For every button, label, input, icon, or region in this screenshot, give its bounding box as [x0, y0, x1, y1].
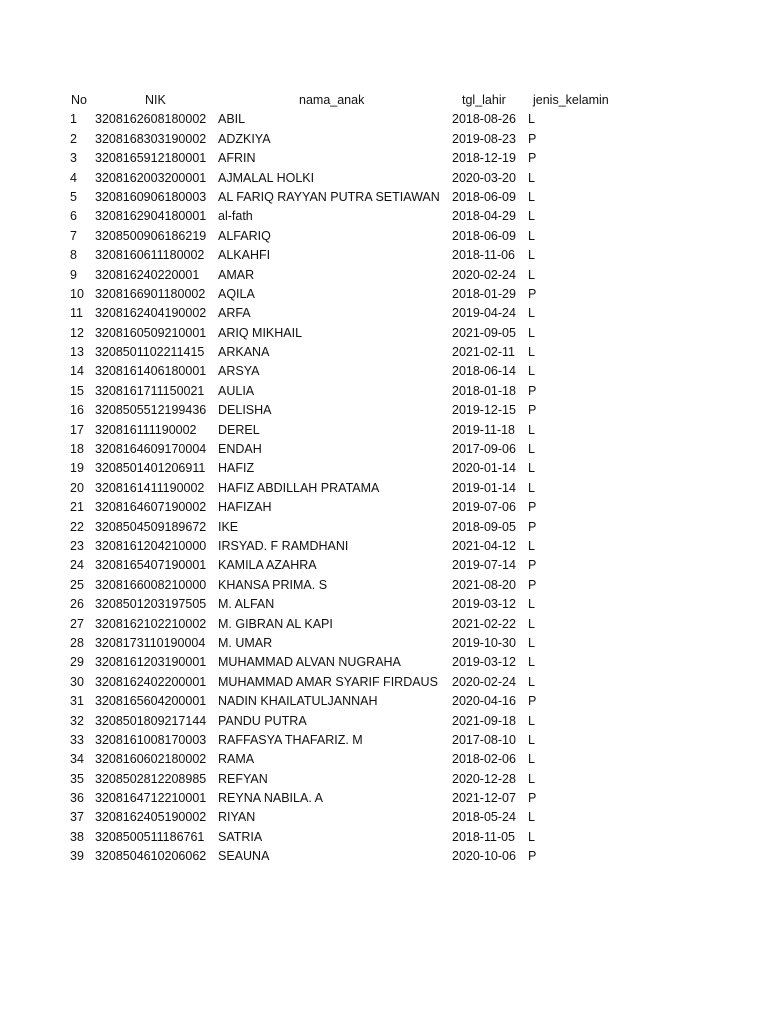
cell-nik: 3208162003200001 [95, 170, 207, 185]
cell-nama-anak: MUHAMMAD AMAR SYARIF FIRDAUS [218, 674, 438, 689]
cell-nama-anak: M. ALFAN [218, 597, 275, 612]
cell-no: 16 [70, 403, 84, 418]
table-row [0, 479, 768, 498]
cell-tgl-lahir: 2018-01-29 [452, 286, 516, 301]
cell-tgl-lahir: 2021-08-20 [452, 577, 516, 592]
cell-no: 14 [70, 364, 84, 379]
cell-jenis-kelamin: L [528, 442, 535, 457]
cell-nama-anak: ALFARIQ [218, 228, 271, 243]
table-row [0, 207, 768, 226]
table-row [0, 712, 768, 731]
table-row [0, 556, 768, 575]
cell-nama-anak: RIYAN [218, 810, 256, 825]
cell-no: 36 [70, 791, 84, 806]
cell-no: 34 [70, 752, 84, 767]
cell-jenis-kelamin: P [528, 577, 537, 592]
cell-nik: 3208501401206911 [95, 461, 206, 476]
cell-tgl-lahir: 2018-06-09 [452, 228, 516, 243]
cell-nik: 3208504610206062 [95, 849, 207, 864]
table-row [0, 324, 768, 343]
cell-nik: 3208161008170003 [95, 732, 207, 747]
cell-no: 19 [70, 461, 84, 476]
cell-nama-anak: AULIA [218, 383, 255, 398]
table-row [0, 110, 768, 129]
cell-jenis-kelamin: P [528, 500, 537, 515]
cell-no: 21 [70, 500, 84, 515]
cell-nama-anak: AMAR [218, 267, 255, 282]
cell-jenis-kelamin: P [528, 403, 537, 418]
cell-nik: 3208502812208985 [95, 771, 207, 786]
table-row [0, 595, 768, 614]
cell-no: 18 [70, 442, 84, 457]
cell-nik: 3208161711150021 [95, 383, 205, 398]
cell-tgl-lahir: 2021-02-11 [452, 345, 516, 360]
cell-jenis-kelamin: L [528, 732, 535, 747]
cell-no: 1 [70, 112, 77, 127]
cell-tgl-lahir: 2018-11-06 [452, 248, 516, 263]
table-row [0, 227, 768, 246]
cell-jenis-kelamin: L [528, 209, 535, 224]
cell-no: 32 [70, 713, 84, 728]
header-jenis-kelamin: jenis_kelamin [533, 93, 609, 107]
cell-no: 33 [70, 732, 84, 747]
cell-tgl-lahir: 2019-04-24 [452, 306, 516, 321]
cell-no: 8 [70, 248, 77, 263]
cell-nik: 320816111190002 [95, 422, 197, 437]
cell-tgl-lahir: 2018-06-09 [452, 189, 516, 204]
cell-jenis-kelamin: L [528, 655, 535, 670]
header-no: No [71, 93, 87, 107]
cell-jenis-kelamin: L [528, 674, 535, 689]
cell-jenis-kelamin: P [528, 849, 537, 864]
cell-nama-anak: HAFIZ ABDILLAH PRATAMA [218, 480, 380, 495]
table-row [0, 188, 768, 207]
table-row [0, 673, 768, 692]
table-row [0, 130, 768, 149]
cell-nik: 3208161406180001 [95, 364, 207, 379]
cell-jenis-kelamin: L [528, 810, 535, 825]
cell-tgl-lahir: 2019-07-06 [452, 500, 516, 515]
cell-jenis-kelamin: L [528, 189, 535, 204]
cell-tgl-lahir: 2020-10-06 [452, 849, 516, 864]
table-body [0, 110, 768, 866]
cell-nik: 3208166008210000 [95, 577, 207, 592]
cell-nik: 3208160906180003 [95, 189, 207, 204]
cell-nama-anak: AJMALAL HOLKI [218, 170, 315, 185]
cell-tgl-lahir: 2020-12-28 [452, 771, 516, 786]
cell-no: 30 [70, 674, 84, 689]
cell-tgl-lahir: 2018-06-14 [452, 364, 516, 379]
table-row [0, 498, 768, 517]
cell-no: 2 [70, 131, 77, 146]
cell-nik: 3208173110190004 [95, 635, 206, 650]
cell-nik: 3208164607190002 [95, 500, 207, 515]
cell-nama-anak: KAMILA AZAHRA [218, 558, 317, 573]
cell-jenis-kelamin: L [528, 461, 535, 476]
cell-jenis-kelamin: L [528, 829, 535, 844]
cell-nama-anak: ARSYA [218, 364, 260, 379]
cell-jenis-kelamin: P [528, 383, 537, 398]
cell-no: 6 [70, 209, 77, 224]
table-row [0, 750, 768, 769]
cell-nik: 3208165912180001 [95, 151, 207, 166]
cell-no: 29 [70, 655, 84, 670]
cell-no: 13 [70, 345, 84, 360]
cell-no: 22 [70, 519, 84, 534]
cell-tgl-lahir: 2020-03-20 [452, 170, 516, 185]
table-row [0, 421, 768, 440]
table-row [0, 518, 768, 537]
cell-no: 25 [70, 577, 84, 592]
cell-nama-anak: HAFIZ [218, 461, 255, 476]
cell-jenis-kelamin: L [528, 538, 535, 553]
cell-jenis-kelamin: L [528, 364, 535, 379]
table-row [0, 731, 768, 750]
cell-nik: 3208162402200001 [95, 674, 207, 689]
cell-jenis-kelamin: L [528, 325, 535, 340]
cell-jenis-kelamin: P [528, 131, 537, 146]
cell-nama-anak: IKE [218, 519, 239, 534]
cell-no: 31 [70, 694, 84, 709]
cell-tgl-lahir: 2019-07-14 [452, 558, 516, 573]
cell-nik: 3208161204210000 [95, 538, 207, 553]
cell-no: 37 [70, 810, 84, 825]
cell-no: 20 [70, 480, 84, 495]
cell-nama-anak: PANDU PUTRA [218, 713, 307, 728]
cell-tgl-lahir: 2019-03-12 [452, 597, 516, 612]
data-table [0, 91, 768, 867]
cell-jenis-kelamin: P [528, 519, 537, 534]
cell-tgl-lahir: 2018-12-19 [452, 151, 516, 166]
cell-nama-anak: AL FARIQ RAYYAN PUTRA SETIAWAN [218, 189, 440, 204]
cell-tgl-lahir: 2018-01-18 [452, 383, 516, 398]
cell-no: 24 [70, 558, 84, 573]
cell-nik: 3208160611180002 [95, 248, 205, 263]
cell-nama-anak: ARKANA [218, 345, 270, 360]
table-row [0, 401, 768, 420]
table-row [0, 615, 768, 634]
table-row [0, 169, 768, 188]
table-row [0, 362, 768, 381]
cell-no: 35 [70, 771, 84, 786]
table-row [0, 770, 768, 789]
cell-jenis-kelamin: L [528, 170, 535, 185]
table-row [0, 382, 768, 401]
cell-nik: 3208161411190002 [95, 480, 205, 495]
cell-nik: 3208162608180002 [95, 112, 207, 127]
cell-nik: 3208168303190002 [95, 131, 207, 146]
cell-jenis-kelamin: L [528, 422, 535, 437]
cell-nama-anak: MUHAMMAD ALVAN NUGRAHA [218, 655, 401, 670]
cell-no: 39 [70, 849, 84, 864]
cell-nik: 3208501809217144 [95, 713, 207, 728]
table-row [0, 246, 768, 265]
cell-nik: 3208500511186761 [95, 829, 205, 844]
cell-nama-anak: DELISHA [218, 403, 272, 418]
cell-nama-anak: M. GIBRAN AL KAPI [218, 616, 333, 631]
table-row [0, 285, 768, 304]
cell-nama-anak: ENDAH [218, 442, 262, 457]
table-row [0, 149, 768, 168]
cell-jenis-kelamin: P [528, 558, 537, 573]
cell-tgl-lahir: 2018-11-05 [452, 829, 516, 844]
table-row [0, 459, 768, 478]
cell-nik: 3208162404190002 [95, 306, 207, 321]
cell-nama-anak: ABIL [218, 112, 246, 127]
cell-tgl-lahir: 2019-03-12 [452, 655, 516, 670]
table-row [0, 789, 768, 808]
cell-jenis-kelamin: P [528, 286, 537, 301]
header-nik: NIK [145, 93, 166, 107]
cell-tgl-lahir: 2021-12-07 [452, 791, 516, 806]
cell-jenis-kelamin: L [528, 480, 535, 495]
cell-tgl-lahir: 2021-04-12 [452, 538, 516, 553]
cell-tgl-lahir: 2020-01-14 [452, 461, 516, 476]
cell-nama-anak: AQILA [218, 286, 255, 301]
table-row [0, 634, 768, 653]
cell-tgl-lahir: 2019-08-23 [452, 131, 516, 146]
cell-nik: 3208501203197505 [95, 597, 207, 612]
cell-nik: 3208164609170004 [95, 442, 207, 457]
cell-nik: 3208505512199436 [95, 403, 207, 418]
cell-jenis-kelamin: P [528, 694, 537, 709]
cell-no: 11 [70, 306, 83, 321]
table-row [0, 653, 768, 672]
table-row [0, 304, 768, 323]
cell-nik: 3208162405190002 [95, 810, 207, 825]
cell-nik: 3208504509189672 [95, 519, 207, 534]
table-row [0, 266, 768, 285]
cell-tgl-lahir: 2020-02-24 [452, 674, 516, 689]
cell-nama-anak: REYNA NABILA. A [218, 791, 323, 806]
header-tgl-lahir: tgl_lahir [462, 93, 506, 107]
cell-no: 17 [70, 422, 84, 437]
cell-no: 4 [70, 170, 77, 185]
cell-tgl-lahir: 2021-09-05 [452, 325, 516, 340]
cell-jenis-kelamin: L [528, 345, 535, 360]
header-nama-anak: nama_anak [299, 93, 365, 107]
cell-no: 5 [70, 189, 77, 204]
cell-nik: 3208162904180001 [95, 209, 207, 224]
cell-nama-anak: M. UMAR [218, 635, 273, 650]
cell-nik: 3208166901180002 [95, 286, 206, 301]
cell-no: 28 [70, 635, 84, 650]
cell-nik: 320816240220001 [95, 267, 200, 282]
cell-no: 26 [70, 597, 84, 612]
cell-jenis-kelamin: P [528, 151, 537, 166]
table-row [0, 440, 768, 459]
cell-nama-anak: NADIN KHAILATULJANNAH [218, 694, 378, 709]
cell-tgl-lahir: 2018-04-29 [452, 209, 516, 224]
cell-nik: 3208161203190001 [95, 655, 207, 670]
cell-nik: 3208165407190001 [95, 558, 207, 573]
cell-nama-anak: SEAUNA [218, 849, 270, 864]
cell-tgl-lahir: 2019-12-15 [452, 403, 516, 418]
cell-jenis-kelamin: L [528, 306, 535, 321]
cell-nik: 3208162102210002 [95, 616, 207, 631]
cell-nik: 3208165604200001 [95, 694, 207, 709]
cell-nama-anak: KHANSA PRIMA. S [218, 577, 328, 592]
cell-nik: 3208501102211415 [95, 345, 205, 360]
table-row [0, 343, 768, 362]
cell-tgl-lahir: 2018-09-05 [452, 519, 516, 534]
cell-no: 38 [70, 829, 84, 844]
cell-jenis-kelamin: L [528, 771, 535, 786]
table-row [0, 847, 768, 866]
table-row [0, 808, 768, 827]
table-row [0, 537, 768, 556]
cell-jenis-kelamin: L [528, 267, 535, 282]
cell-tgl-lahir: 2019-10-30 [452, 635, 516, 650]
cell-nik: 3208160509210001 [95, 325, 207, 340]
cell-nama-anak: ARFA [218, 306, 251, 321]
cell-tgl-lahir: 2019-11-18 [452, 422, 516, 437]
cell-tgl-lahir: 2021-02-22 [452, 616, 516, 631]
cell-tgl-lahir: 2018-05-24 [452, 810, 516, 825]
cell-tgl-lahir: 2019-01-14 [452, 480, 516, 495]
cell-nama-anak: SATRIA [218, 829, 263, 844]
cell-no: 10 [70, 286, 84, 301]
cell-no: 27 [70, 616, 84, 631]
cell-jenis-kelamin: L [528, 112, 535, 127]
cell-tgl-lahir: 2018-08-26 [452, 112, 516, 127]
cell-nama-anak: AFRIN [218, 151, 256, 166]
table-row [0, 576, 768, 595]
cell-nama-anak: REFYAN [218, 771, 268, 786]
cell-nama-anak: al-fath [218, 209, 253, 224]
cell-nik: 3208500906186219 [95, 228, 207, 243]
cell-no: 9 [70, 267, 77, 282]
cell-nik: 3208160602180002 [95, 752, 207, 767]
cell-jenis-kelamin: L [528, 713, 535, 728]
cell-nama-anak: DEREL [218, 422, 260, 437]
cell-nik: 3208164712210001 [95, 791, 207, 806]
cell-tgl-lahir: 2020-02-24 [452, 267, 516, 282]
cell-jenis-kelamin: L [528, 616, 535, 631]
cell-nama-anak: ALKAHFI [218, 248, 271, 263]
cell-nama-anak: ARIQ MIKHAIL [218, 325, 303, 340]
table-row [0, 828, 768, 847]
cell-jenis-kelamin: L [528, 248, 535, 263]
cell-jenis-kelamin: L [528, 635, 535, 650]
cell-nama-anak: RAFFASYA THAFARIZ. M [218, 732, 363, 747]
cell-tgl-lahir: 2020-04-16 [452, 694, 516, 709]
cell-no: 7 [70, 228, 77, 243]
cell-no: 12 [70, 325, 84, 340]
cell-nama-anak: RAMA [218, 752, 255, 767]
table-row [0, 692, 768, 711]
cell-jenis-kelamin: L [528, 752, 535, 767]
cell-tgl-lahir: 2017-08-10 [452, 732, 516, 747]
cell-nama-anak: IRSYAD. F RAMDHANI [218, 538, 349, 553]
cell-jenis-kelamin: P [528, 791, 537, 806]
cell-jenis-kelamin: L [528, 597, 535, 612]
cell-no: 3 [70, 151, 77, 166]
cell-nama-anak: ADZKIYA [218, 131, 271, 146]
cell-tgl-lahir: 2021-09-18 [452, 713, 516, 728]
cell-nama-anak: HAFIZAH [218, 500, 272, 515]
cell-no: 23 [70, 538, 84, 553]
cell-no: 15 [70, 383, 84, 398]
cell-tgl-lahir: 2018-02-06 [452, 752, 516, 767]
table-header-row [0, 91, 768, 110]
cell-tgl-lahir: 2017-09-06 [452, 442, 516, 457]
cell-jenis-kelamin: L [528, 228, 535, 243]
